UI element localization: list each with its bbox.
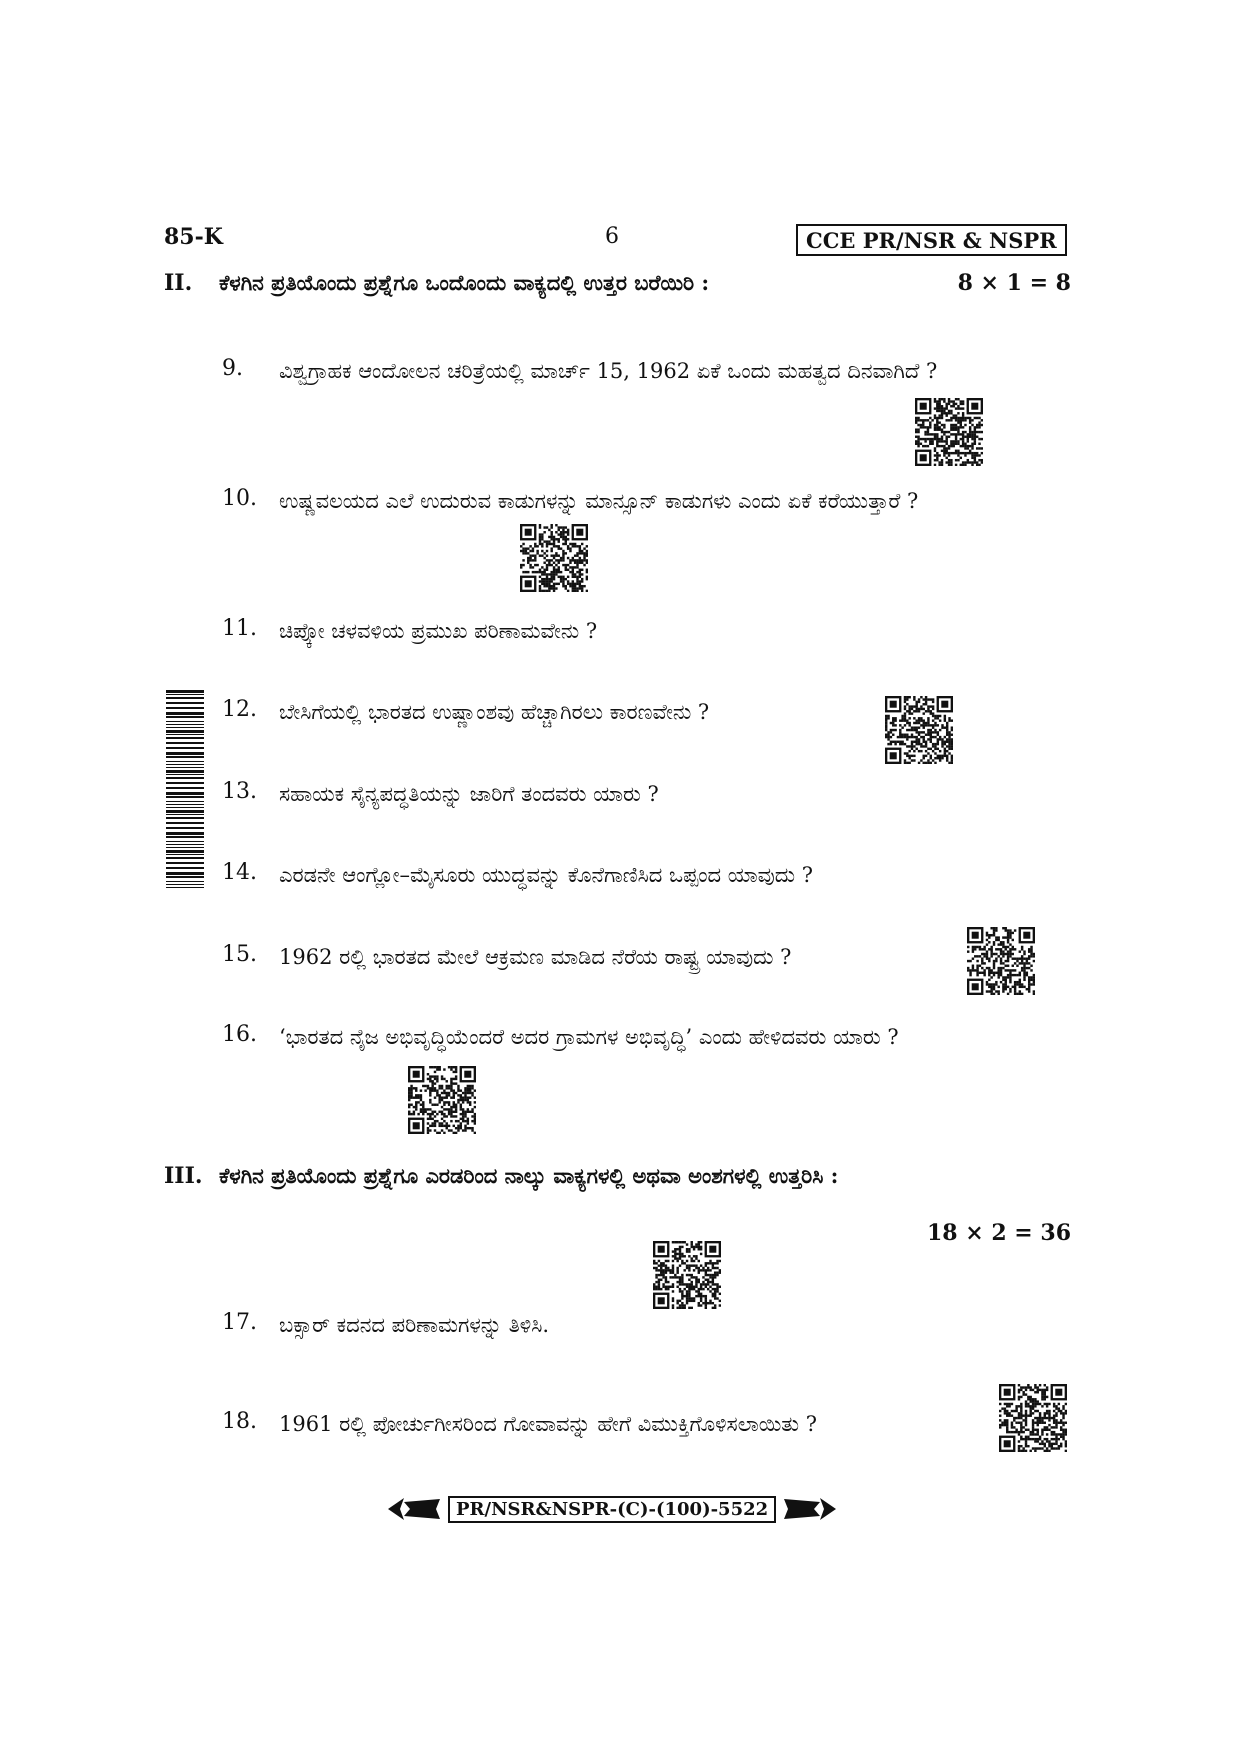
section-ii-marks: 8 × 1 = 8: [957, 270, 1071, 296]
question-number: 9.: [222, 356, 243, 381]
qr-code: [967, 927, 1035, 995]
qr-code: [915, 398, 983, 466]
question-number: 13.: [222, 779, 257, 804]
qr-pattern: [520, 524, 588, 592]
section-iii-instruction: ಕೆಳಗಿನ ಪ್ರತಿಯೊಂದು ಪ್ರಶ್ನೆಗೂ ಎರಡರಿಂದ ನಾಲ್ಕು ವಾಕ್ಯಗಳಲ್ಲಿ ಅಥವಾ ಅಂಶಗಳಲ್ಲಿ ಉತ್ತರಿಸಿ :: [219, 1163, 839, 1188]
paper-code: 85-K: [164, 224, 223, 250]
question-text: 1961 ರಲ್ಲಿ ಪೋರ್ಚುಗೀಸರಿಂದ ಗೋವಾವನ್ನು ಹೇಗೆ ವಿಮುಕ್ತಿಗೊಳಿಸಲಾಯಿತು ?: [279, 1412, 818, 1436]
question-text: ‘ಭಾರತದ ನೈಜ ಅಭಿವೃದ್ಧಿಯೆಂದರೆ ಅದರ ಗ್ರಾಮಗಳ ಅಭಿವೃದ್ಧಿ’ ಎಂದು ಹೇಳಿದವರು ಯಾರು ?: [279, 1025, 899, 1049]
question-number: 18.: [222, 1409, 257, 1434]
question-text: ಬಕ್ಸಾರ್ ಕದನದ ಪರಿಣಾಮಗಳನ್ನು ತಿಳಿಸಿ.: [279, 1313, 550, 1337]
question-text: ಚಿಪ್ಕೋ ಚಳವಳಿಯ ಪ್ರಮುಖ ಪರಿಣಾಮವೇನು ?: [279, 619, 598, 643]
qr-code: [885, 696, 953, 764]
qr-pattern: [408, 1066, 476, 1134]
page-number: 6: [605, 224, 619, 249]
barcode: [166, 690, 204, 894]
qr-code: [999, 1384, 1067, 1452]
qr-code: [653, 1241, 721, 1309]
question-text: ವಿಶ್ವಗ್ರಾಹಕ ಆಂದೋಲನ ಚರಿತ್ರೆಯಲ್ಲಿ ಮಾರ್ಚ್ 15, 1962 ಏಕೆ ಒಂದು ಮಹತ್ವದ ದಿನವಾಗಿದೆ ?: [279, 359, 938, 383]
question-number: 17.: [222, 1310, 257, 1335]
barcode-graphic: [166, 690, 204, 890]
question-number: 14.: [222, 860, 257, 885]
left-arrow-icon: [386, 1494, 440, 1524]
question-text: 1962 ರಲ್ಲಿ ಭಾರತದ ಮೇಲೆ ಆಕ್ರಮಣ ಮಾಡಿದ ನೆರೆಯ ರಾಷ್ಟ್ರ ಯಾವುದು ?: [279, 945, 792, 969]
qr-code: [408, 1066, 476, 1134]
question-number: 15.: [222, 942, 257, 967]
qr-pattern: [999, 1384, 1067, 1452]
section-iii-number: III.: [164, 1163, 203, 1189]
question-text: ಎರಡನೇ ಆಂಗ್ಲೋ–ಮೈಸೂರು ಯುದ್ಧವನ್ನು ಕೊನೆಗಾಣಿಸಿದ ಒಪ್ಪಂದ ಯಾವುದು ?: [279, 863, 813, 887]
question-number: 16.: [222, 1022, 257, 1047]
question-number: 12.: [222, 697, 257, 722]
right-arrow-icon: [784, 1494, 838, 1524]
footer-code: PR/NSR&NSPR-(C)-(100)-5522: [448, 1496, 776, 1523]
question-text: ಬೇಸಿಗೆಯಲ್ಲಿ ಭಾರತದ ಉಷ್ಣಾಂಶವು ಹೆಚ್ಚಾಗಿರಲು ಕಾರಣವೇನು ?: [279, 700, 710, 724]
question-number: 11.: [222, 616, 257, 641]
question-number: 10.: [222, 486, 257, 511]
qr-pattern: [967, 927, 1035, 995]
section-ii-number: II.: [164, 270, 193, 296]
question-text: ಉಷ್ಣವಲಯದ ಎಲೆ ಉದುರುವ ಕಾಡುಗಳನ್ನು ಮಾನ್ಸೂನ್ ಕಾಡುಗಳು ಎಂದು ಏಕೆ ಕರೆಯುತ್ತಾರೆ ?: [279, 489, 919, 513]
qr-pattern: [915, 398, 983, 466]
section-iii-marks: 18 × 2 = 36: [926, 1220, 1071, 1246]
exam-code-box: CCE PR/NSR & NSPR: [796, 224, 1067, 256]
qr-code: [520, 524, 588, 592]
qr-pattern: [653, 1241, 721, 1309]
footer: [386, 1494, 838, 1524]
question-text: ಸಹಾಯಕ ಸೈನ್ಯಪದ್ಧತಿಯನ್ನು ಜಾರಿಗೆ ತಂದವರು ಯಾರು ?: [279, 782, 659, 806]
section-ii-instruction: ಕೆಳಗಿನ ಪ್ರತಿಯೊಂದು ಪ್ರಶ್ನೆಗೂ ಒಂದೊಂದು ವಾಕ್ಯದಲ್ಲಿ ಉತ್ತರ ಬರೆಯಿರಿ :: [219, 270, 710, 295]
qr-pattern: [885, 696, 953, 764]
